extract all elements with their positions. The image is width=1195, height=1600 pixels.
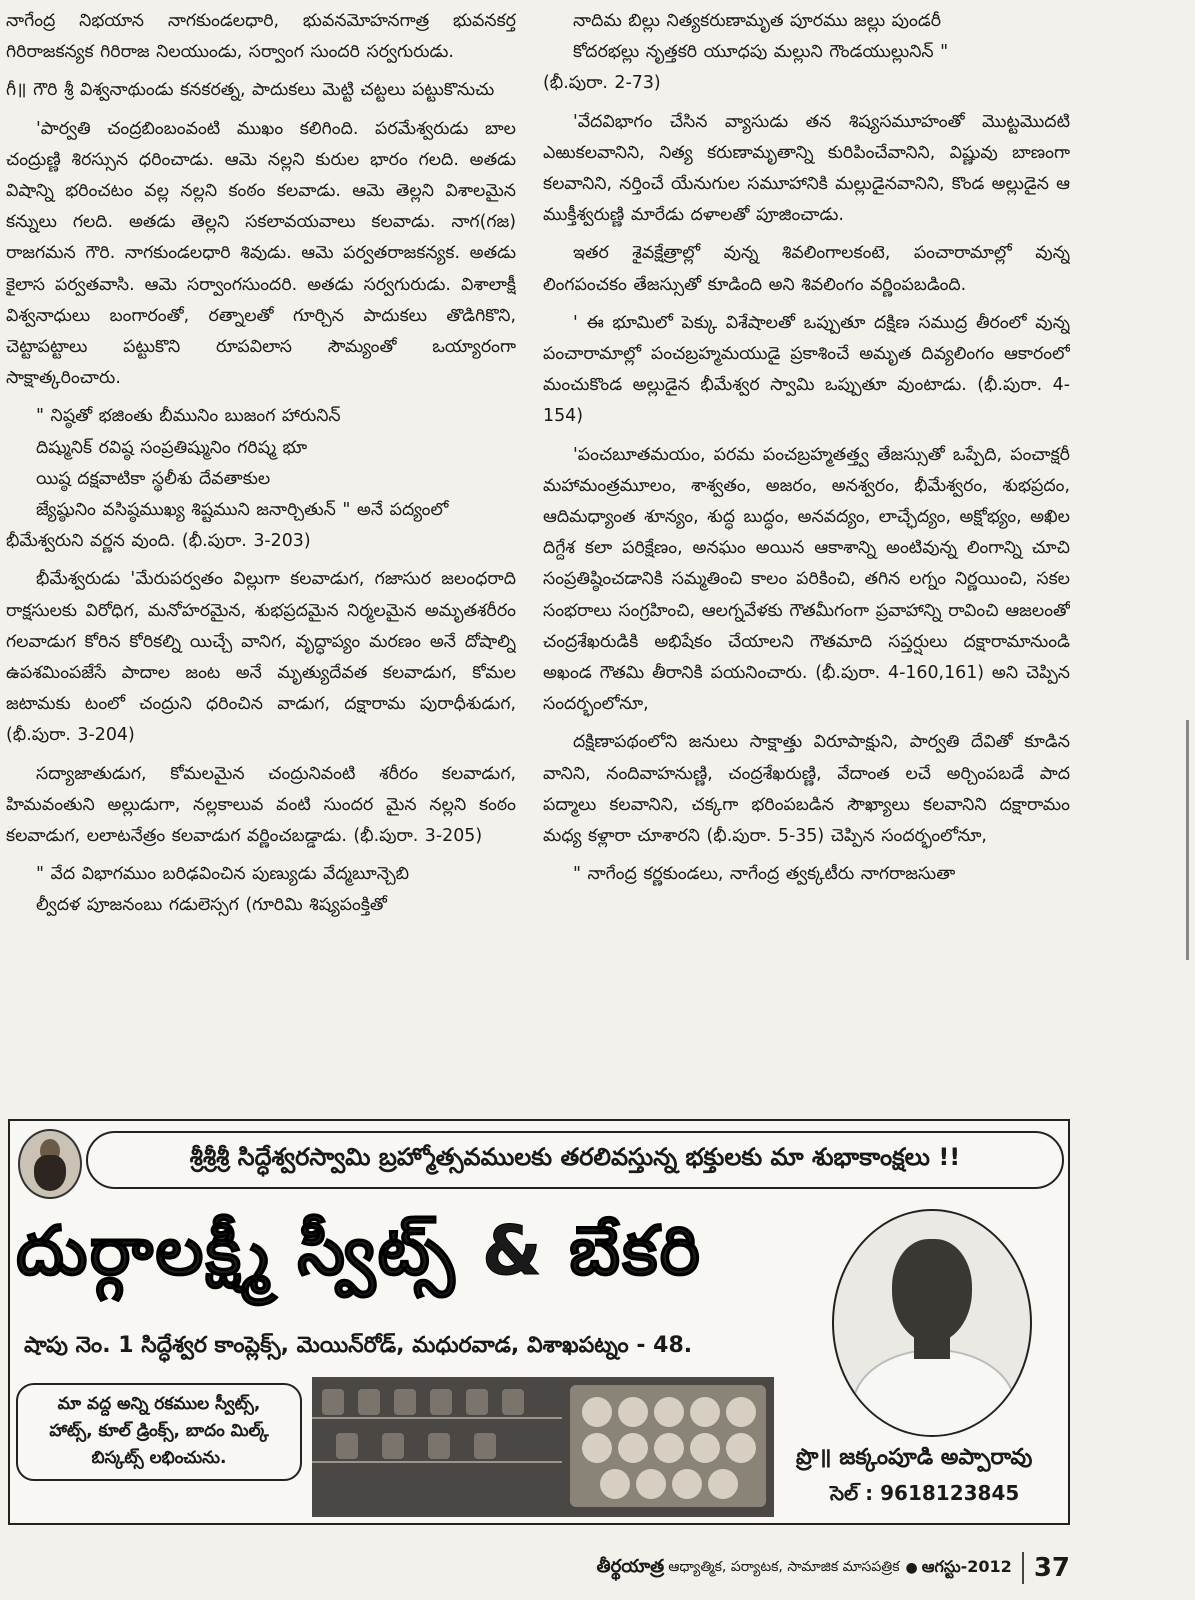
- verse-line: " నిష్ఠతో భజింతు బీమునిం బుజంగ హారునిన్: [36, 406, 341, 427]
- sweets-bakery-advertisement: [8, 1119, 1070, 1525]
- verse-line: జ్యేష్ఠునిం వసిష్ఠముఖ్య శిష్టముని జనార్చితున్ " అనే పద్యంలో: [36, 500, 449, 521]
- ad-items-line: హాట్స్, కూల్ డ్రింక్స్, బాదం మిల్క్: [49, 1421, 269, 1441]
- paragraph: సద్యాజాతుడుగ, కోమలమైన చంద్రునివంటి శరీరం కలవాడుగ, హిమవంతుని అల్లుడుగా, నల్లకాలువ వంటి సుందర మైన నల్లని కంఠం కలవాడుగ, లలాటనేత్రం కలవాడుగ వర్ణించబడ్డాడు. (భీ.పురా. 3-205): [6, 763, 516, 847]
- ad-proprietor-name: ప్రొ॥ జక్కంపూడి అప్పారావు: [796, 1445, 1033, 1470]
- paragraph: ఇతర శైవక్షేత్రాల్లో వున్న శివలింగాలకంటె, పంచారామాల్లో వున్న లింగపంచకం తేజస్సుతో కూడింది అని శివలింగం వర్ణింపబడింది.: [543, 243, 1070, 295]
- ad-items-line: మా వద్ద అన్ని రకముల స్వీట్స్,: [57, 1394, 261, 1414]
- ad-shop-name: దుర్గాలక్ష్మీ స్వీట్స్ & బేకరి: [16, 1212, 702, 1291]
- paragraph: దక్షిణాపథంలోని జనులు సాక్షాత్తు విరూపాక్షుని, పార్వతి దేవితో కూడిన వానిని, నందివాహనుణ్ణి, చంద్రశేఖరుణ్ణి, వేదాంత లచే అర్చింపబడే పాద పద్మాలు కలవానిని, చక్కగా భరింపబడిన సౌఖ్యాలు కలవానిని దక్షారామం మధ్య కళ్లారా చూశారని (భీ.పురా. 5-35) చెప్పిన సందర్భంలోనూ,: [543, 732, 1070, 847]
- paragraph: భీమేశ్వరుడు 'మేరుపర్వతం విల్లుగా కలవాడుగ, గజాసుర జలంధరాది రాక్షసులకు విరోధిగ, మనోహరమైన, శుభప్రదమైన నిర్మలమైన అమృతశరీరం గలవాడుగ కోరిన కోరికల్ని యిచ్చే వానిగ, వృద్ధాప్యం మరణం అనే దోషాల్ని ఉపశమింపజేసే పాదాల జంట అనే మృత్యుదేవత కలవాడుగ, కోమల జటామకు టంలో చంద్రుని ధరించిన వాడుగ, దక్షారామ పురాధీశుడుగ, (భీ.పురా. 3-204): [6, 569, 516, 746]
- footer-magazine-description: ఆధ్యాత్మిక, పర్యాటక, సామాజిక మాసపత్రిక: [668, 1558, 900, 1575]
- ad-items-line: బిస్కట్స్ లభించును.: [91, 1448, 227, 1468]
- paragraph: భీమేశ్వరుని వర్ణన వుంది. (భీ.పురా. 3-203): [6, 531, 311, 552]
- ad-greeting-banner: [86, 1131, 1064, 1189]
- ad-address: షాపు నెం. 1 సిద్ధేశ్వర కాంప్లెక్స్, మెయిన్‌రోడ్, మధురవాడ, విశాఖపట్నం - 48.: [24, 1333, 693, 1358]
- footer-magazine-name: తీర్థయాత్ర: [596, 1555, 665, 1577]
- footer-issue-date: ఆగస్టు-2012: [921, 1556, 1012, 1576]
- verse-line: కోదరభల్లు నృత్తకరి యూధపు మల్లుని గౌండయుల్లునిన్ ": [573, 42, 949, 63]
- paragraph: 'పార్వతి చంద్రబింబంవంటి ముఖం కలిగింది. పరమేశ్వరుడు బాల చంద్రుణ్ణి శిరస్సున ధరించాడు. ఆమె నల్లని కురుల భారం గలది. అతడు విషాన్ని భరించటం వల్ల నల్లని కంఠం కలవాడు. ఆమె తెల్లని విశాలమైన కన్నులు గలది. అతడు తెల్లని సకలావయవాలు కలవాడు. నాగ(గజ) రాజగమన గౌరి. నాగకుండలధారి శివుడు. ఆమె పర్వతరాజకన్యక. అతడు కైలాస పర్వతవాసి. ఆమె సర్వాంగసుందరి. అతడు సర్వగురుడు. విశాలాక్షీ విశ్వనాధులు బంగారంతో, రత్నాలతో గూర్చిన పాదుకలు తొడిగికొని, చెట్టాపట్టాలు పట్టుకొని రూపవిలాస సౌమ్యంతో ఒయ్యారంగా సాక్షాత్కరించారు.: [6, 118, 516, 389]
- footer-divider: [1022, 1552, 1024, 1584]
- paragraph: " నాగేంద్ర కర్ణకుండలు, నాగేంద్ర త్వక్కటీరు నాగరాజసుతా: [573, 864, 956, 885]
- paragraph: నాగేంద్ర నిభయాన నాగకుండలధారి, భువనమోహనగాత్ర భువనకర్త గిరిరాజకన్యక గిరిరాజ నిలయుండు, సర్వాంగ సుందరి సర్వగురుడు.: [6, 11, 516, 63]
- ad-greeting-text: శ్రీశ్రీశ్రీ సిద్ధేశ్వరస్వామి బ్రహ్మోత్సవములకు తరలివస్తున్న భక్తులకు మా శుభాకాంక్షలు !!: [189, 1143, 961, 1171]
- sweets-display-photo: [312, 1377, 774, 1517]
- page-number: 37: [1033, 1553, 1070, 1583]
- proprietor-portrait-image: [832, 1209, 1032, 1437]
- paragraph: 'పంచబూతమయం, పరమ పంచబ్రహ్మతత్త్వ తేజస్సుతో ఒప్పేది, పంచాక్షరీ మహామంత్రమూలం, శాశ్వతం, అజరం, అనశ్వరం, భీమేశ్వరం, శుభప్రదం, ఆదిమధ్యాంత శూన్యం, శుద్ధ బుద్ధం, అనవద్యం, లాచ్ఛేద్యం, అక్షోభ్యం, అఖిల దిగ్దేశ కలా పరిక్షేణం, అనఘం అయిన ఆకాశాన్ని అంటివున్న లింగాన్ని చూచి సంప్రతిష్ఠించడానికి సమ్మతించి కాలం పరికించి, తగిన లగ్నం నిర్ణయించి, సకల సంభరాలు సంగ్రహించి, ఆలగ్నవేళకు గౌతమీగంగా ప్రవాహాన్ని రావించి ఆజలంతో చంద్రశేఖరుడికి అభిషేకం చేయాలని గౌతమాది సప్తర్షులు దక్షారామానుండి అఖండ గౌతమి తీరానికి పయనించారు. (భీ.పురా. 4-160,161) అని చెప్పిన సందర్భంలోనూ,: [543, 444, 1070, 715]
- swamiji-portrait-image: [18, 1129, 82, 1199]
- ad-phone-number: సెల్ : 9618123845: [830, 1481, 1020, 1505]
- verse-line: దిష్మునిక్ రవిష్ఠ సంప్రతిష్మునిం గరిష్మ భూ: [36, 437, 308, 458]
- verse-line: ల్వీదళ పూజనంబు గడులెస్సగ (గూరిమి శిష్యపంక్తితో: [36, 895, 387, 916]
- verse-line: " వేద విభాగముం బరిఢవించిన పుణ్యుడు వేద్మబూన్చెబి: [36, 864, 410, 885]
- page-footer: [550, 1546, 1070, 1590]
- right-text-column: [543, 6, 1070, 1102]
- footer-bullet-icon: ●: [905, 1560, 918, 1576]
- scan-edge-line: [1186, 720, 1189, 960]
- paragraph: 'వేదవిభాగం చేసిన వ్యాసుడు తన శిష్యసమూహంతో మొట్టమొదటి ఎఱుకలవానిని, నిత్య కరుణామృతాన్ని కురిపించేవానిని, విష్ణువు బాణంగా కలవానిని, నర్తించే యేనుగుల సమూహానికి మల్లుడైనవానిని, కొండ అల్లుడైన ఆ ముక్తీశ్వరుణ్ణి మారేడు దళాలతో పూజించాడు.: [543, 111, 1070, 226]
- paragraph: ' ఈ భూమిలో పెక్కు విశేషాలతో ఒప్పుతూ దక్షిణ సముద్ర తీరంలో వున్న పంచారామాల్లో పంచబ్రహ్మమయుడై ప్రకాశించే అమృత దివ్యలింగం ఆకారంలో మంచుకొండ అల్లుడైన భీమేశ్వర స్వామి ఒప్పుతూ వుంటాడు. (భీ.పురా. 4-154): [543, 312, 1070, 427]
- paragraph: గీ॥ గౌరి శ్రీ విశ్వనాథుండు కనకరత్న, పాదుకలు మెట్టి చట్టలు పట్టుకొనుచు: [6, 80, 495, 101]
- ad-items-box: [16, 1383, 302, 1481]
- left-text-column: [6, 6, 516, 1102]
- verse-line: నాదిమ బిల్లు నిత్యకరుణామృత పూరము జల్లు పుండరీ: [573, 11, 942, 31]
- verse-line: యిష్ఠ దక్షవాటికా స్థలీశు దేవతాకుల: [36, 468, 271, 489]
- paragraph: (భీ.పురా. 2-73): [543, 73, 661, 94]
